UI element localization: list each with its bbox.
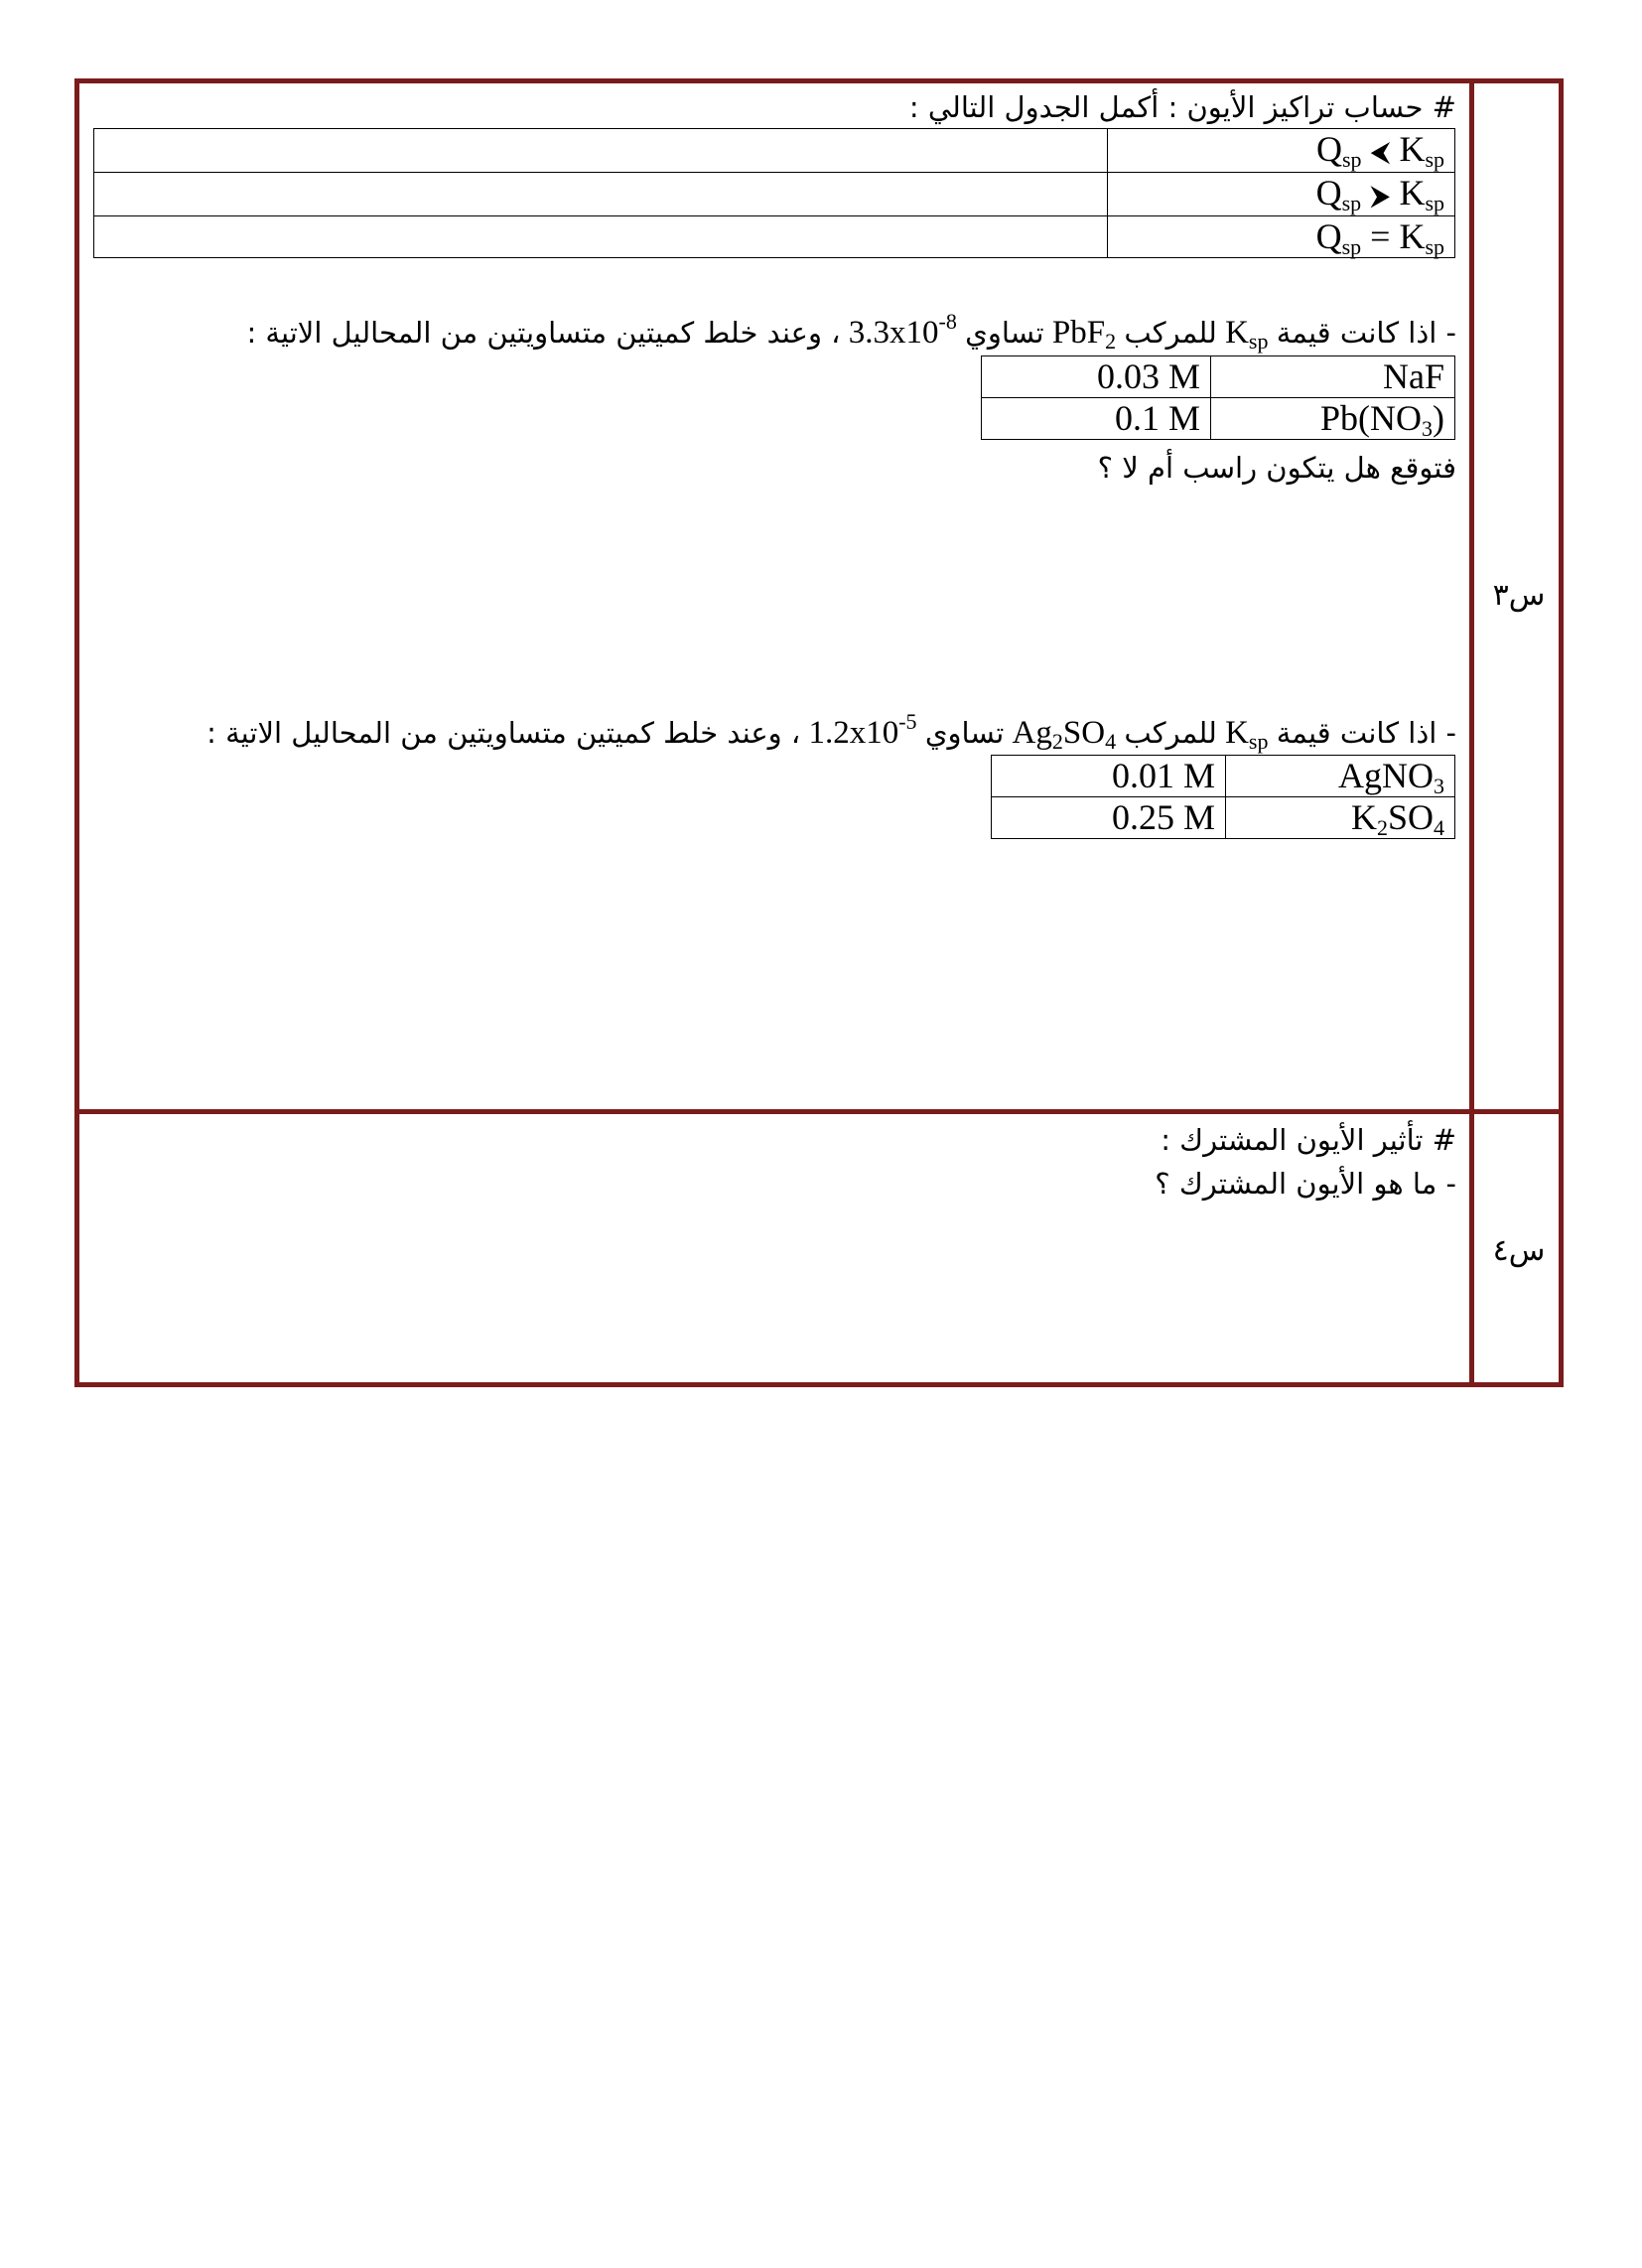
solution-cell: NaF: [1211, 356, 1455, 398]
problem2-table: [991, 755, 1455, 839]
concentration-cell: 0.25 M: [992, 797, 1226, 839]
problem2-statement: - اذا كانت قيمة $K_{sp}$ للمركب $Ag_2SO_4$ تساوي $1.2x10^{-5}$ ، وعند خلط كميتين متساويتين من المحاليل الاتية :: [206, 709, 1456, 754]
condition-cell: $Q_{sp}$ ⮞ $K_{sp}$: [1108, 173, 1455, 216]
less-than-arrow-icon: ⮜: [1370, 135, 1391, 168]
problem1-question: فتوقع هل يتكون راسب أم لا ؟: [1097, 451, 1456, 485]
condition-cell: $Q_{sp} = K_{sp}$: [1108, 216, 1455, 258]
frame-top: [74, 78, 1564, 83]
table-row: [94, 173, 1455, 216]
section4-heading: # تأثير الأيون المشترك :: [1161, 1123, 1456, 1157]
table-row: [982, 398, 1455, 440]
frame-bottom: [74, 1382, 1564, 1387]
solution-cell: AgNO$_3$: [1226, 756, 1455, 797]
solution-cell: $Pb(NO_3)$: [1211, 398, 1455, 440]
solution-cell: $K_2SO_4$: [1226, 797, 1455, 839]
condition-cell: $Q_{sp}$ ⮜ $K_{sp}$: [1108, 129, 1455, 173]
frame-left: [74, 78, 79, 1387]
frame-middle: [74, 1109, 1564, 1114]
comparison-table: [93, 128, 1455, 258]
answer-cell[interactable]: [94, 173, 1108, 216]
table-row: [94, 129, 1455, 173]
frame-right: [1559, 78, 1564, 1387]
greater-than-arrow-icon: ⮞: [1370, 179, 1391, 212]
concentration-cell: 0.01 M: [992, 756, 1226, 797]
table-row: [982, 356, 1455, 398]
problem1-statement: - اذا كانت قيمة $K_{sp}$ للمركب PbF$_2$ تساوي $3.3x10^{-8}$ ، وعند خلط كميتين متساويتين من المحاليل الاتية :: [246, 309, 1456, 354]
answer-cell[interactable]: [94, 216, 1108, 258]
problem1-table: [981, 355, 1455, 440]
section4-question: - ما هو الأيون المشترك ؟: [1155, 1167, 1456, 1201]
answer-cell[interactable]: [94, 129, 1108, 173]
frame-divider: [1469, 78, 1474, 1387]
question-number-4: س٤: [1492, 1233, 1546, 1268]
table-row: [992, 756, 1455, 797]
concentration-cell: 0.03 M: [982, 356, 1211, 398]
question-number-3: س٣: [1492, 578, 1546, 613]
concentration-cell: 0.1 M: [982, 398, 1211, 440]
section3-heading: # حساب تراكيز الأيون : أكمل الجدول التالي :: [908, 90, 1456, 124]
table-row: [94, 216, 1455, 258]
table-row: [992, 797, 1455, 839]
